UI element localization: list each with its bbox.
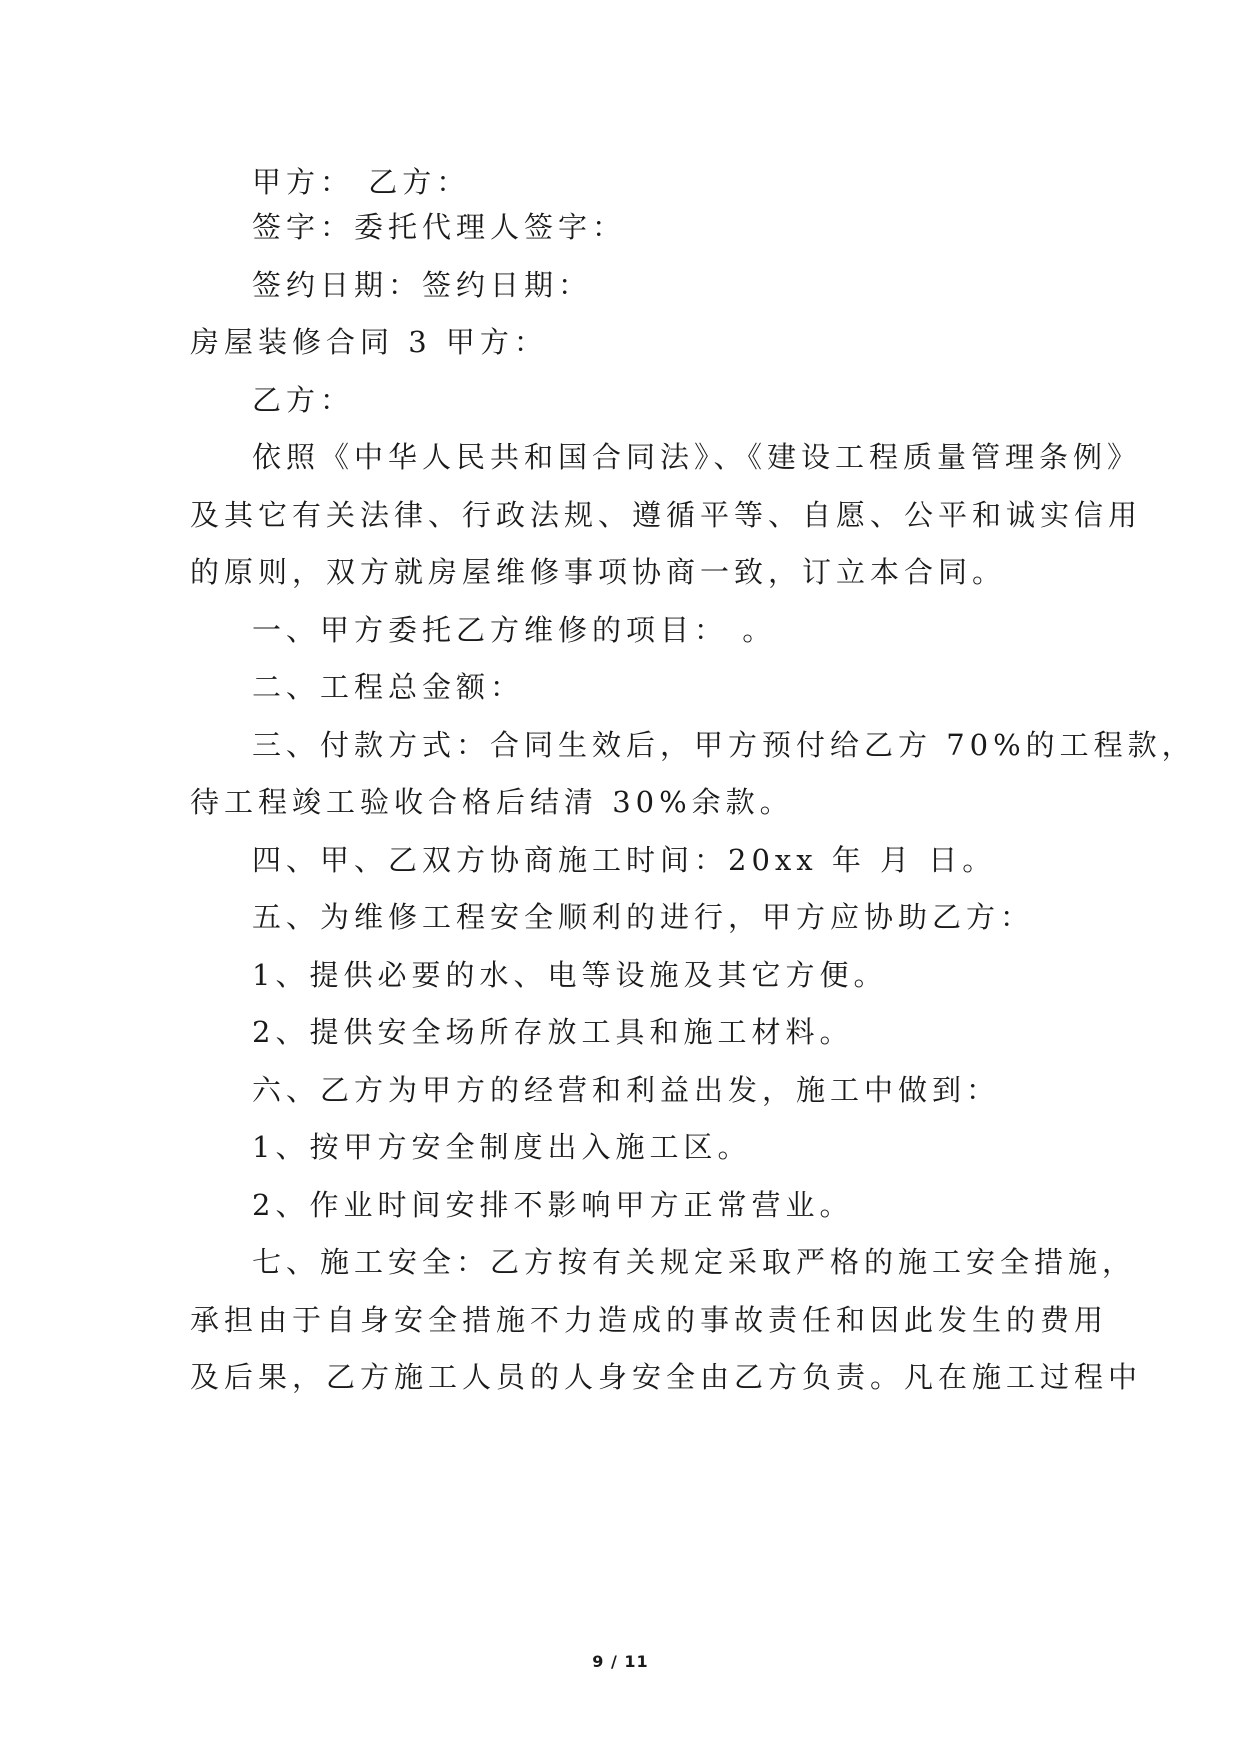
clause-7-continued: 承担由于自身安全措施不力造成的事故责任和因此发生的费用 xyxy=(190,1303,1109,1337)
clause-7-continued: 及后果，乙方施工人员的人身安全由乙方负责。凡在施工过程中 xyxy=(190,1360,1143,1394)
paragraph-line: 及其它有关法律、行政法规、遵循平等、自愿、公平和诚实信用 xyxy=(190,498,1143,532)
clause-6-item-2: 2、作业时间安排不影响甲方正常营业。 xyxy=(252,1188,854,1222)
paragraph-line: 依照《中华人民共和国合同法》、《建设工程质量管理条例》 xyxy=(252,440,1142,474)
signature-line: 签字：委托代理人签字： xyxy=(252,210,627,244)
sign-date-line: 签约日期：签约日期： xyxy=(252,268,593,302)
contract-heading: 房屋装修合同 3 甲方： xyxy=(190,325,548,359)
clause-5: 五、为维修工程安全顺利的进行，甲方应协助乙方： xyxy=(252,900,1035,934)
party-b-line: 乙方： xyxy=(252,383,355,417)
clause-6-item-1: 1、按甲方安全制度出入施工区。 xyxy=(252,1130,752,1164)
clause-6: 六、乙方为甲方的经营和利益出发，施工中做到： xyxy=(252,1073,1001,1107)
clause-2: 二、工程总金额： xyxy=(252,670,525,704)
clause-3-continued: 待工程竣工验收合格后结清 30%余款。 xyxy=(190,785,794,819)
paragraph-line: 的原则，双方就房屋维修事项协商一致，订立本合同。 xyxy=(190,555,1007,589)
clause-4: 四、甲、乙双方协商施工时间：20xx 年 月 日。 xyxy=(252,843,997,877)
clause-5-item-2: 2、提供安全场所存放工具和施工材料。 xyxy=(252,1015,854,1049)
page-number: 9 / 11 xyxy=(592,1652,649,1671)
clause-3: 三、付款方式：合同生效后，甲方预付给乙方 70%的工程款， xyxy=(252,728,1196,762)
clause-5-item-1: 1、提供必要的水、电等设施及其它方便。 xyxy=(252,958,888,992)
clause-1: 一、甲方委托乙方维修的项目： 。 xyxy=(252,613,777,647)
clause-7: 七、施工安全：乙方按有关规定采取严格的施工安全措施， xyxy=(252,1245,1137,1279)
party-line: 甲方： 乙方： xyxy=(252,165,471,199)
